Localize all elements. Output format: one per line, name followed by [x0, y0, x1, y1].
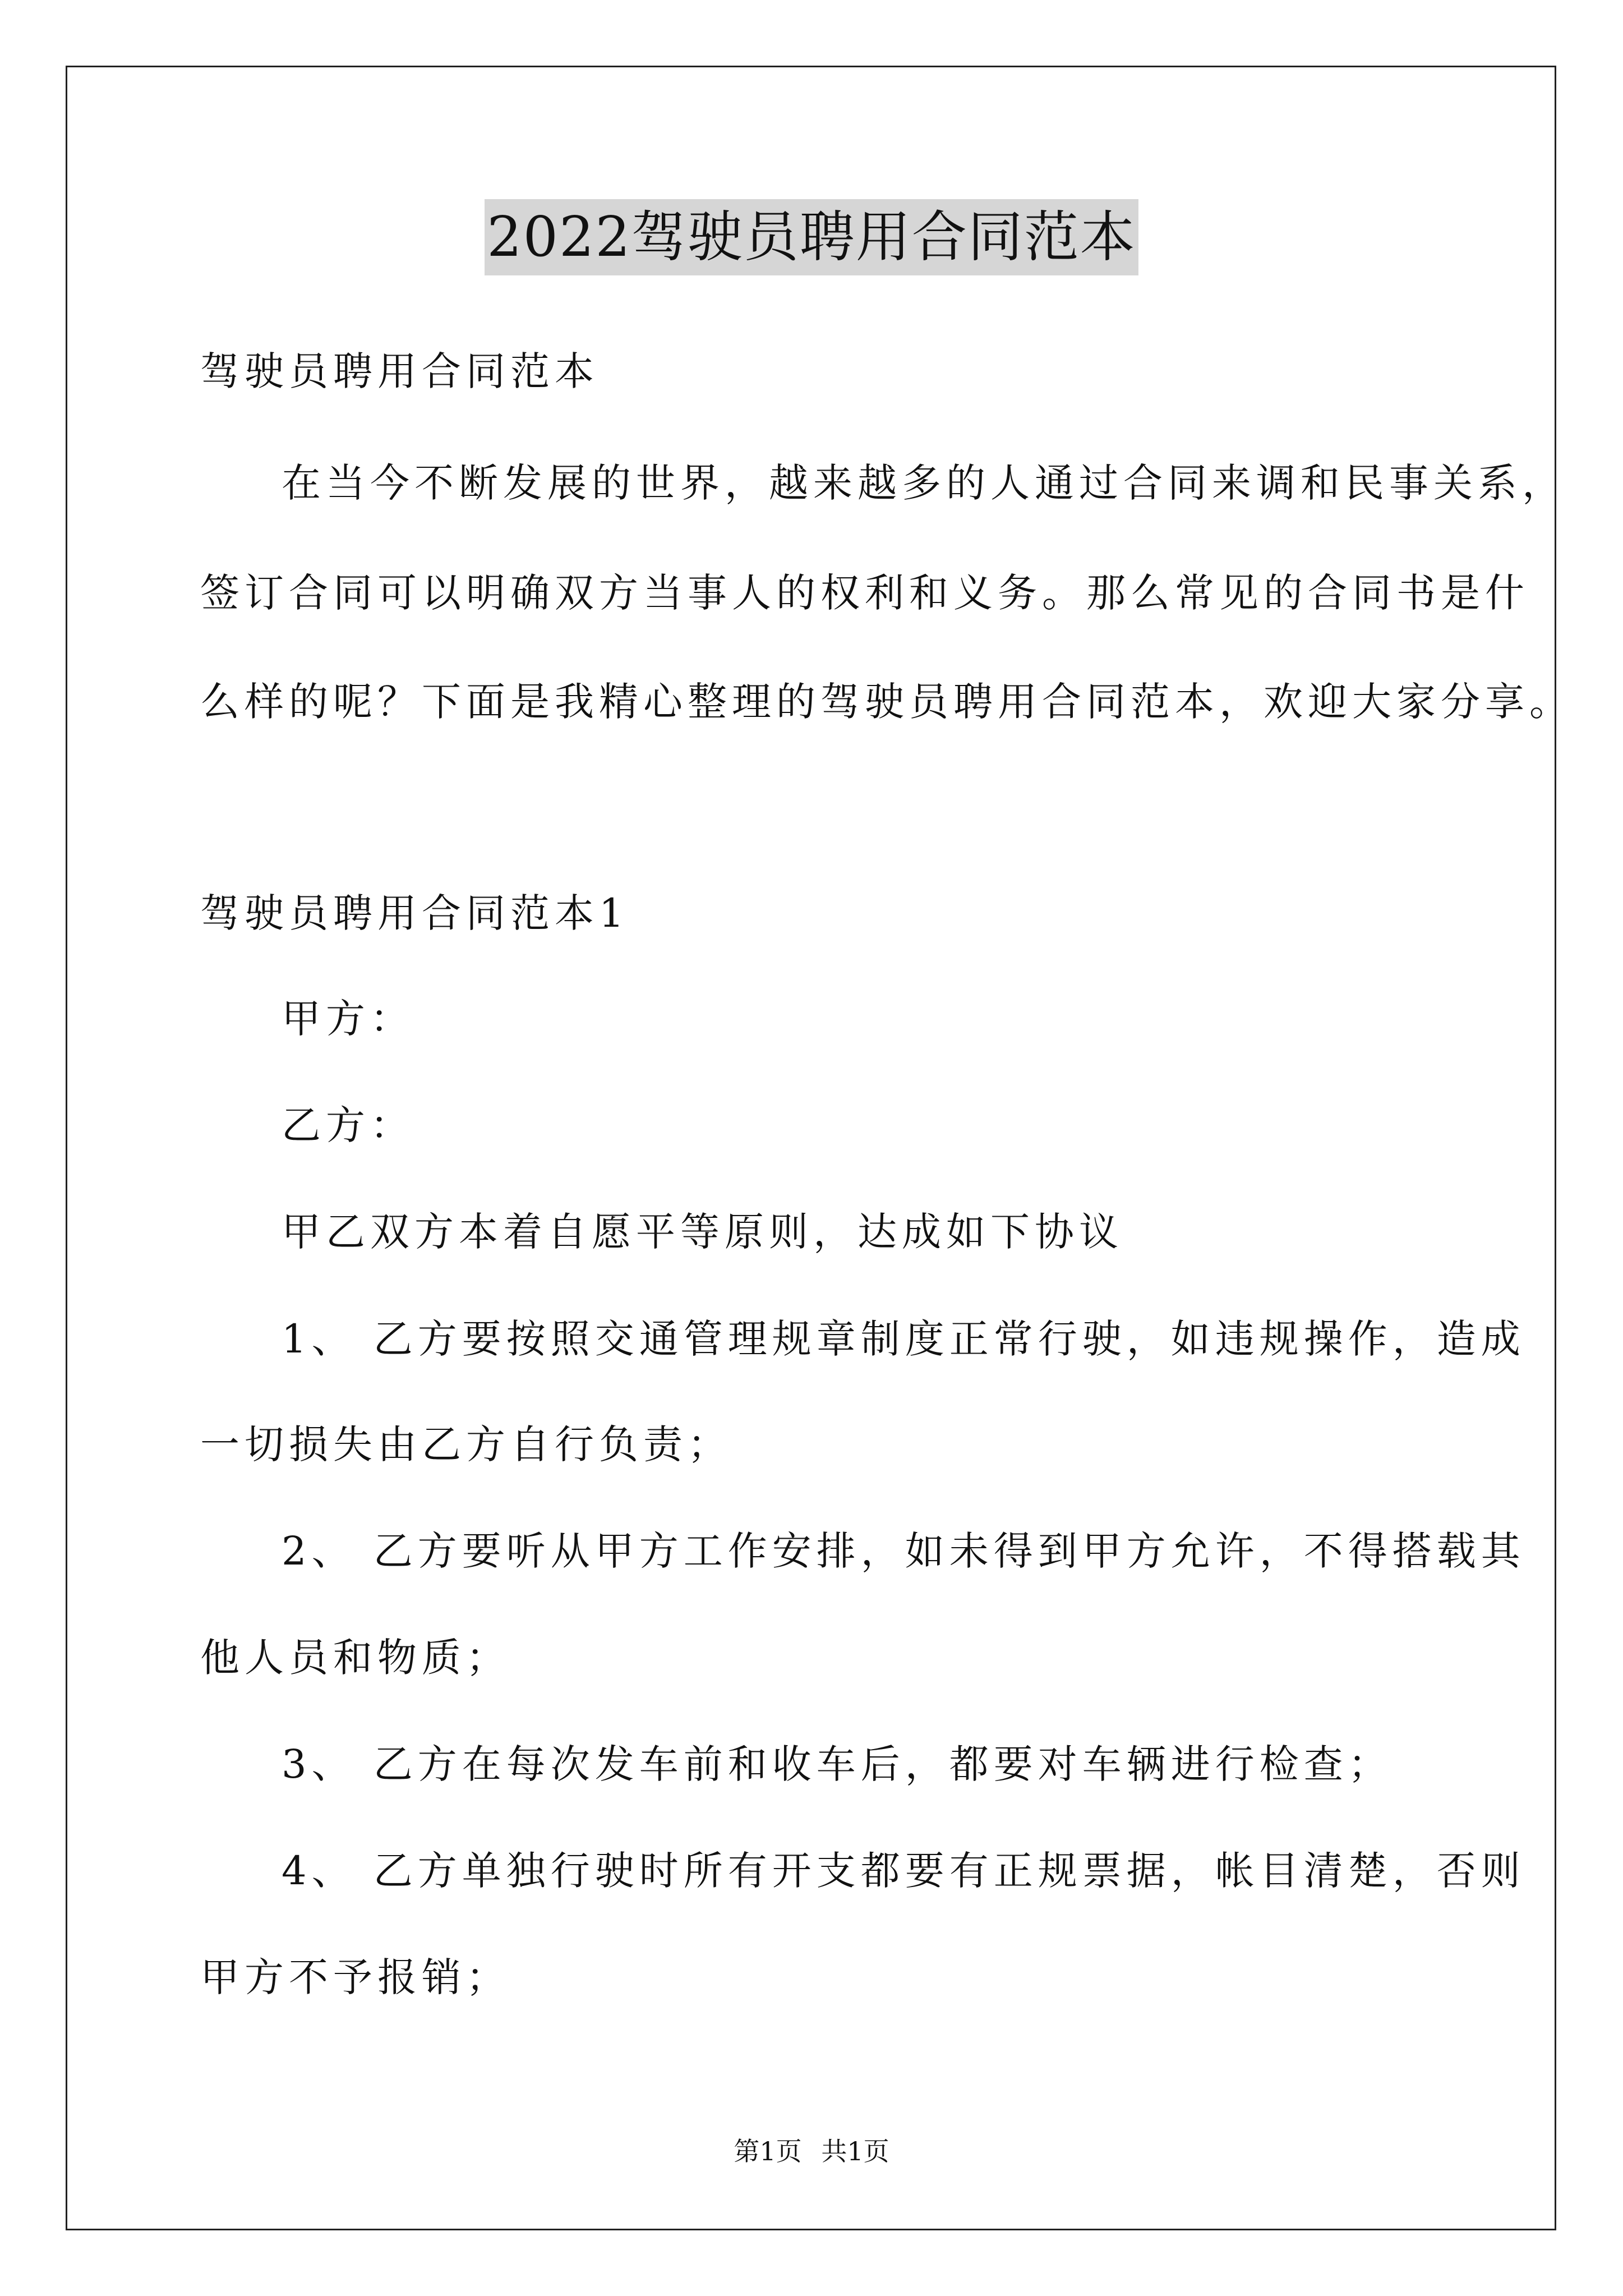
clause-1-line-1: 1、 乙方要按照交通管理规章制度正常行驶，如违规操作，造成: [282, 1316, 1525, 1362]
page-footer: [0, 2134, 1623, 2168]
clause-2-line-2: 他人员和物质；: [200, 1635, 510, 1681]
clause-4-line-1: 4、 乙方单独行驶时所有开支都要有正规票据，帐目清楚，否则: [282, 1848, 1525, 1894]
title-container: [0, 199, 1623, 275]
clause-1-line-2: 一切损失由乙方自行负责；: [200, 1421, 732, 1467]
total-pages: 共1页: [821, 2136, 889, 2166]
intro-line-3: 么样的呢？下面是我精心整理的驾驶员聘用合同范本，欢迎大家分享。: [200, 679, 1574, 725]
intro-line-2: 签订合同可以明确双方当事人的权利和义务。那么常见的合同书是什: [200, 570, 1529, 616]
clause-4-line-2: 甲方不予报销；: [200, 1954, 510, 2000]
section-heading: 驾驶员聘用合同范本1: [200, 890, 629, 936]
clause-3-line-1: 3、 乙方在每次发车前和收车后，都要对车辆进行检查；: [282, 1741, 1393, 1787]
subtitle: 驾驶员聘用合同范本: [200, 348, 599, 394]
document-title: 2022驾驶员聘用合同范本: [485, 199, 1138, 275]
party-b-label: 乙方：: [282, 1102, 414, 1148]
page-number: 第1页: [734, 2136, 802, 2166]
agreement-intro: 甲乙双方本着自愿平等原则，达成如下协议: [282, 1209, 1123, 1255]
party-a-label: 甲方：: [282, 996, 414, 1042]
intro-line-1: 在当今不断发展的世界，越来越多的人通过合同来调和民事关系，: [282, 460, 1566, 506]
clause-2-line-1: 2、 乙方要听从甲方工作安排，如未得到甲方允许，不得搭载其: [282, 1528, 1525, 1574]
